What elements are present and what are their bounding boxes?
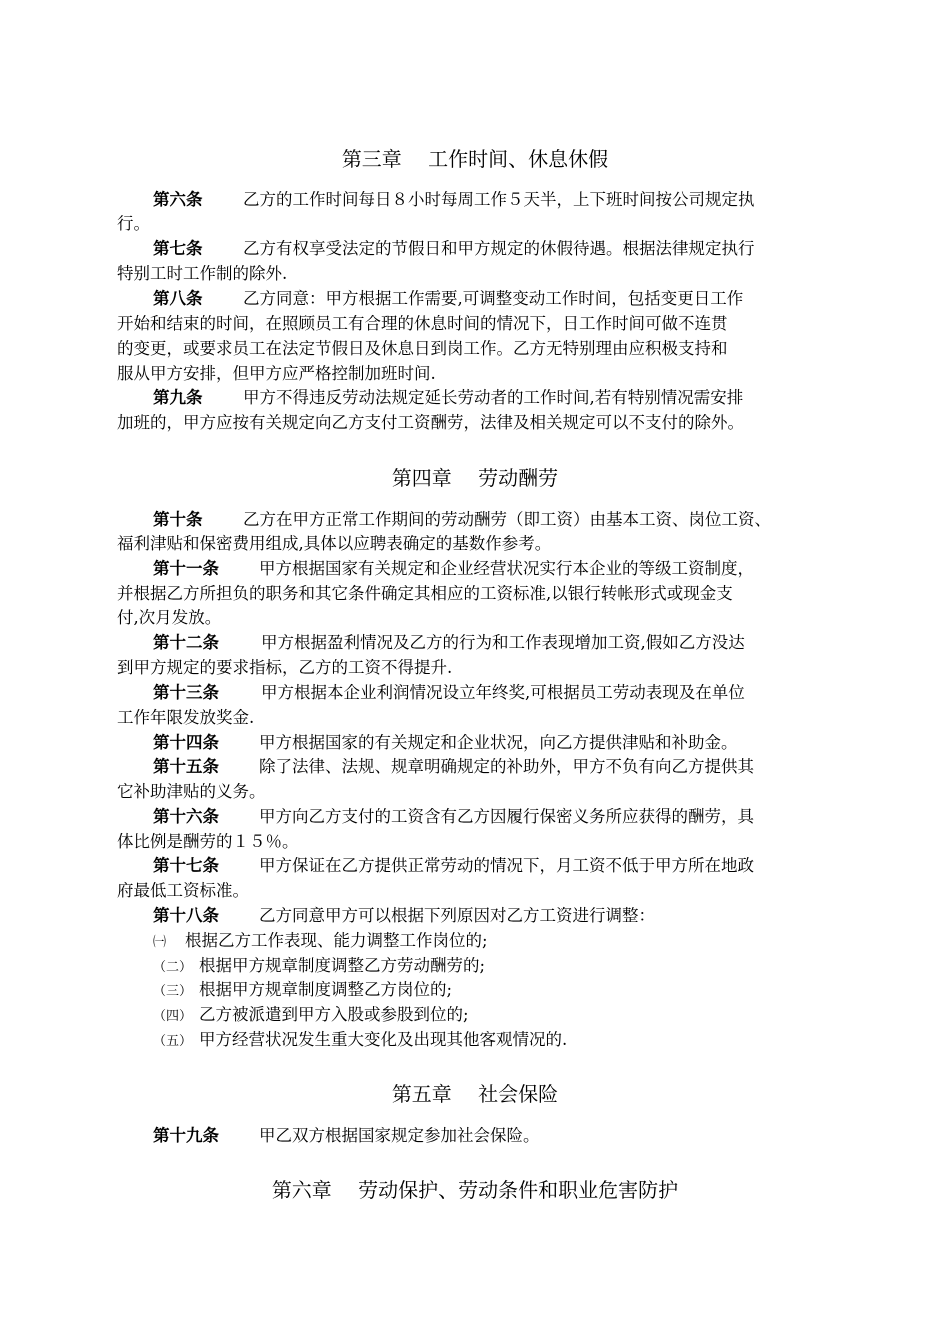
list-marker: （二） [153, 960, 193, 975]
article-label: 第十四条 [153, 733, 219, 752]
article-line: 府最低工资标准。 [117, 881, 249, 900]
article-label: 第八条 [153, 289, 203, 308]
article-line: 服从甲方安排，但甲方应严格控制加班时间. [117, 364, 436, 383]
article-label: 第十八条 [153, 906, 219, 925]
list-item [153, 978, 873, 1004]
list-text: 乙方被派遣到甲方入股或参股到位的; [199, 1005, 469, 1024]
article-line [153, 631, 873, 655]
article-label: 第十条 [153, 510, 203, 529]
article-label: 第十六条 [153, 807, 219, 826]
article-label: 第六条 [153, 190, 203, 209]
article-text: 乙方的工作时间每日８小时每周工作５天半，上下班时间按公司规定执 [243, 190, 755, 209]
article-line [153, 508, 873, 532]
article-line: 的变更，或要求员工在法定节假日及休息日到岗工作。乙方无特别理由应积极支持和 [117, 339, 728, 358]
article-line: 行。 [117, 214, 150, 233]
article-line [153, 557, 873, 581]
article-line [153, 1124, 873, 1148]
article-label: 第十三条 [153, 683, 219, 702]
article-label: 第十一条 [153, 559, 219, 578]
article-label: 第十九条 [153, 1126, 219, 1145]
list-text: 甲方经营状况发生重大变化及出现其他客观情况的. [199, 1030, 568, 1049]
article-line [153, 904, 873, 928]
list-text: 根据乙方工作表现、能力调整工作岗位的; [185, 931, 488, 950]
article-text: 甲方不得违反劳动法规定延长劳动者的工作时间,若有特别情况需安排 [243, 388, 744, 407]
article-text: 甲方根据国家的有关规定和企业状况，向乙方提供津贴和补助金。 [259, 733, 738, 752]
list-marker: （四） [153, 1009, 193, 1024]
article-label: 第七条 [153, 239, 203, 258]
article-line: 到甲方规定的要求指标，乙方的工资不得提升. [117, 658, 453, 677]
article-label: 第十二条 [153, 633, 219, 652]
article-text: 乙方在甲方正常工作期间的劳动酬劳（即工资）由基本工资、岗位工资、 [243, 510, 771, 529]
article-line [153, 854, 873, 878]
article-line [153, 755, 873, 779]
article-line [153, 681, 873, 705]
article-label: 第九条 [153, 388, 203, 407]
list-item [153, 954, 873, 980]
article-line: 并根据乙方所担负的职务和其它条件确定其相应的工资标准,以银行转帐形式或现金支 [117, 584, 733, 603]
list-item [153, 1003, 873, 1029]
chapter-heading: 第五章 社会保险 [391, 1082, 559, 1106]
article-text: 乙方同意：甲方根据工作需要,可调整变动工作时间，包括变更日工作 [243, 289, 744, 308]
list-marker: ㈠ [153, 935, 167, 950]
chapter-heading: 第六章 劳动保护、劳动条件和职业危害防护 [271, 1178, 679, 1202]
article-text: 甲方根据盈利情况及乙方的行为和工作表现增加工资,假如乙方没达 [261, 633, 745, 652]
article-text: 甲方保证在乙方提供正常劳动的情况下，月工资不低于甲方所在地政 [259, 856, 754, 875]
article-text: 乙方有权享受法定的节假日和甲方规定的休假待遇。根据法律规定执行 [243, 239, 755, 258]
article-line: 它补助津贴的义务。 [117, 782, 266, 801]
list-marker: （三） [153, 984, 193, 999]
article-text: 乙方同意甲方可以根据下列原因对乙方工资进行调整： [259, 906, 655, 925]
article-line [153, 805, 873, 829]
article-line: 加班的，甲方应按有关规定向乙方支付工资酬劳，法律及相关规定可以不支付的除外。 [117, 413, 744, 432]
article-label: 第十七条 [153, 856, 219, 875]
article-text: 甲方根据国家有关规定和企业经营状况实行本企业的等级工资制度， [259, 559, 754, 578]
article-line [153, 731, 873, 755]
article-line: 福利津贴和保密费用组成,具体以应聘表确定的基数作参考。 [117, 534, 552, 553]
list-item [153, 929, 873, 955]
article-line: 体比例是酬劳的１５％。 [117, 832, 299, 851]
article-line [153, 386, 873, 410]
list-text: 根据甲方规章制度调整乙方岗位的; [199, 980, 453, 999]
article-text: 甲方向乙方支付的工资含有乙方因履行保密义务所应获得的酬劳，具 [259, 807, 754, 826]
article-line: 付,次月发放。 [117, 608, 222, 627]
list-text: 根据甲方规章制度调整乙方劳动酬劳的; [199, 956, 486, 975]
list-item [153, 1028, 873, 1054]
article-text: 除了法律、法规、规章明确规定的补助外，甲方不负有向乙方提供其 [259, 757, 754, 776]
article-line [153, 287, 873, 311]
article-line [153, 237, 873, 261]
chapter-heading: 第四章 劳动酬劳 [391, 466, 559, 490]
list-marker: （五） [153, 1034, 193, 1049]
chapter-heading: 第三章 工作时间、休息休假 [341, 147, 609, 171]
article-line [153, 188, 873, 212]
article-text: 甲乙双方根据国家规定参加社会保险。 [259, 1126, 540, 1145]
article-line: 特别工时工作制的除外. [117, 264, 288, 283]
article-label: 第十五条 [153, 757, 219, 776]
article-text: 甲方根据本企业利润情况设立年终奖,可根据员工劳动表现及在单位 [261, 683, 745, 702]
article-line: 工作年限发放奖金. [117, 708, 255, 727]
article-line: 开始和结束的时间，在照顾员工有合理的休息时间的情况下，日工作时间可做不连贯 [117, 314, 728, 333]
